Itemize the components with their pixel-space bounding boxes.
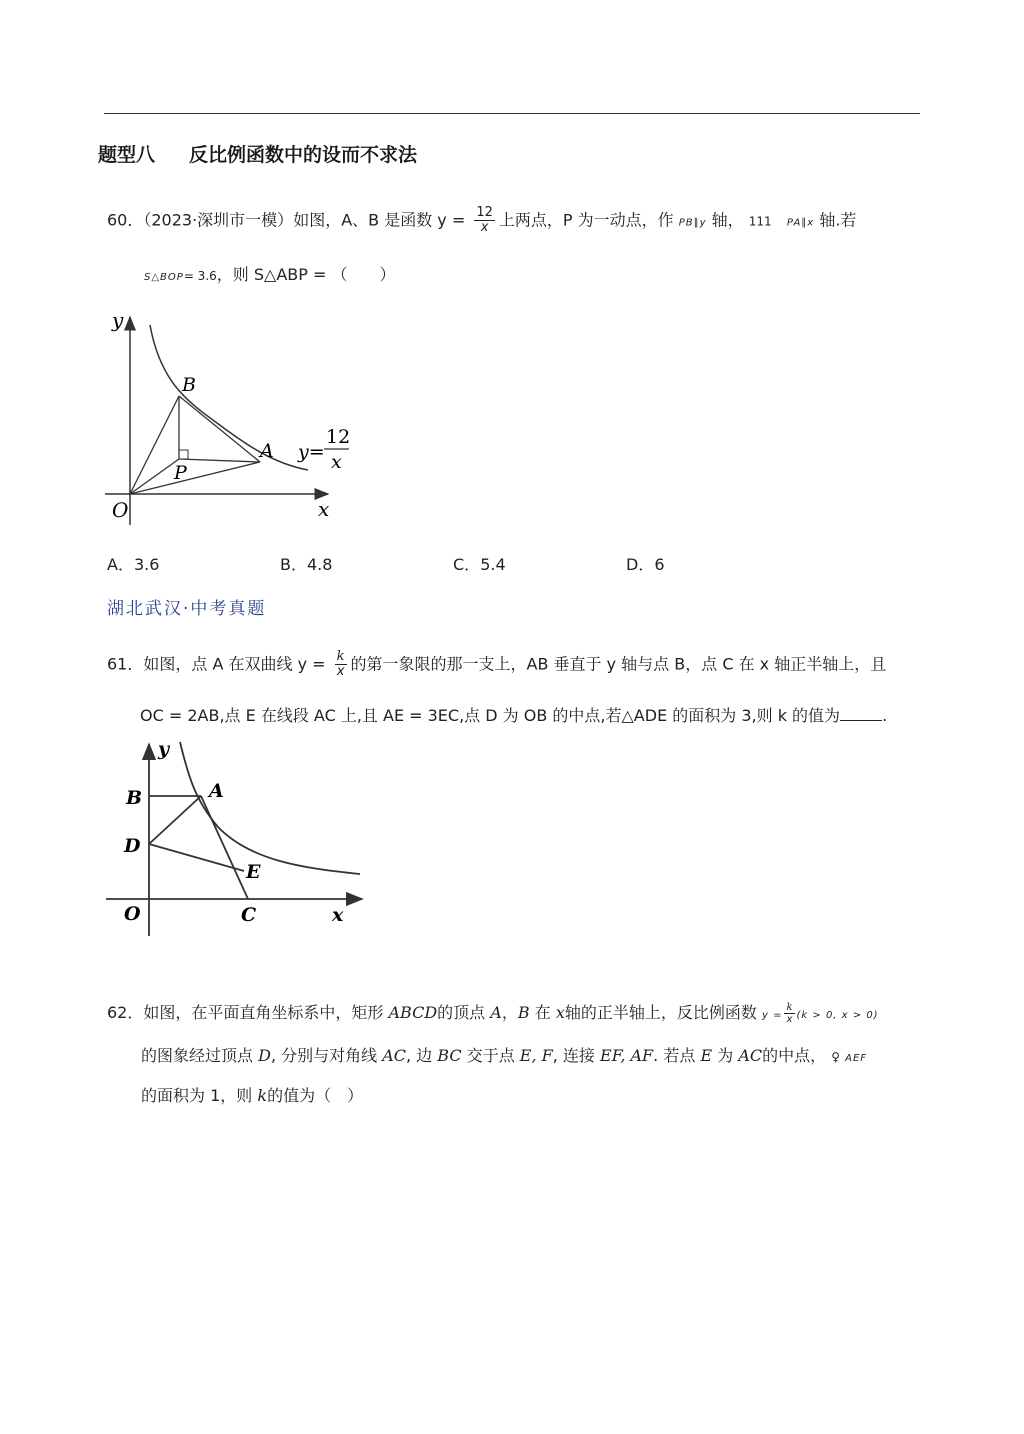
q62-text-a: 如图，在平面直角坐标系中，矩形 [143, 1003, 384, 1022]
top-divider-line [104, 113, 920, 114]
q61-line1 [107, 650, 886, 680]
q62-k: k [257, 1086, 268, 1105]
q62-func-prefix: y = [761, 1010, 783, 1021]
q60-option-d[interactable] [626, 552, 665, 575]
q62-line3 [141, 1088, 363, 1104]
q60-curve-den: x [331, 451, 342, 473]
q60-line2 [144, 267, 396, 283]
q61-label-O: O [124, 903, 141, 925]
region-heading: 湖北武汉·中考真题 [107, 599, 267, 619]
q62-line3-b: 的值为（ ） [267, 1086, 364, 1105]
q61-line2-end: . [882, 706, 888, 725]
q61-segment-DA [149, 796, 201, 844]
q62-line2-d: 交于点 [466, 1046, 515, 1065]
q60-option-c[interactable] [453, 552, 506, 575]
q60-option-c-letter: C． [453, 555, 481, 574]
q61-frac-num: k [336, 649, 345, 664]
q61-text-b: 的第一象限的那一支上，AB 垂直于 y 轴与点 B，点 C 在 x 轴正半轴上，且 [350, 654, 887, 674]
q60-text-a: 如图，A、B 是函数 y = [293, 210, 466, 230]
q60-option-a-letter: A． [107, 555, 134, 574]
q61-label-B: B [126, 787, 143, 809]
q62-b: B [517, 1003, 530, 1022]
q62-frac-den: x [786, 1014, 793, 1025]
q62-ef-points: E, F [519, 1046, 553, 1065]
q61-label-x: x [332, 904, 344, 926]
q61-line2 [140, 706, 887, 724]
q60-frac-num: 12 [476, 205, 493, 220]
q60-label-O: O [112, 498, 129, 522]
q62-comma: ， [501, 1003, 518, 1022]
q60-curve-num: 12 [326, 426, 351, 448]
q60-area-value: = 3.6 [183, 269, 217, 283]
q60-option-d-letter: D． [626, 555, 655, 574]
q60-text-b: 上两点，P 为一动点，作 [498, 210, 674, 230]
q61-label-C: C [241, 904, 257, 926]
q60-figure [100, 305, 360, 535]
q60-right-angle-mark [179, 450, 188, 459]
q61-line2-text: OC = 2AB,点 E 在线段 AC 上,且 AE = 3EC,点 D 为 OB 的中点,若△ADE 的面积为 3,则 k 的值为 [140, 706, 841, 725]
q60-paren: （ ） [331, 265, 396, 284]
q60-label-x: x [318, 497, 330, 521]
q61-label-D: D [124, 835, 141, 857]
q62-a: A [490, 1003, 502, 1022]
q60-segment-OB [130, 396, 179, 494]
q62-line2 [141, 1048, 867, 1064]
q62-d: D [258, 1046, 271, 1065]
q60-text-d: 轴.若 [819, 210, 857, 230]
q60-label-A: A [260, 440, 274, 462]
q62-text-c: 在 [534, 1003, 551, 1022]
section-title [98, 140, 417, 167]
q62-ef-segments: EF, AF [600, 1046, 654, 1065]
q60-option-b-value: 4.8 [306, 555, 333, 574]
q61-segment-AC [201, 796, 248, 899]
q60-option-b[interactable] [280, 552, 332, 575]
q60-text-c: 轴， [711, 210, 744, 230]
q60-curve-prefix: y= [298, 441, 325, 463]
q62-line2-g: 为 [717, 1046, 734, 1065]
q60-label-P: P [174, 462, 187, 484]
q60-option-c-value: 5.4 [480, 555, 506, 574]
q62-line2-c: , 边 [406, 1046, 433, 1065]
q60-segment-OP [130, 459, 179, 494]
q60-hyperbola [150, 325, 308, 470]
q60-option-a[interactable] [107, 552, 159, 575]
q60-line1 [107, 206, 856, 236]
q60-segment-BA [179, 396, 260, 462]
q62-ac2: AC [738, 1046, 763, 1065]
q60-label-B: B [182, 374, 196, 396]
q62-x: x [555, 1003, 565, 1022]
q60-area-given: S△BOP [144, 272, 184, 283]
q62-bc: BC [437, 1046, 462, 1065]
q61-label-E: E [246, 861, 261, 883]
q62-line1 [107, 1002, 879, 1025]
section-label: 题型八 [98, 144, 156, 166]
q62-frac-num: k [786, 1002, 793, 1013]
q61-frac-den: x [336, 664, 345, 680]
q62-ac: AC [382, 1046, 407, 1065]
q61-text-a: 如图，点 A 在双曲线 y = [143, 654, 326, 674]
q62-line2-b: , 分别与对角线 [270, 1046, 378, 1065]
q62-line2-h: 的中点， [762, 1046, 827, 1065]
q60-fraction [474, 206, 495, 236]
q61-label-y: y [158, 740, 170, 760]
q60-source: （2023·深圳市一模） [143, 210, 294, 230]
q61-number: 61． [107, 654, 144, 674]
q61-fraction [335, 650, 347, 680]
q60-option-d-value: 6 [654, 555, 665, 574]
q62-text-b: 的顶点 [437, 1003, 486, 1022]
q60-cond1: PB∥y [678, 217, 707, 229]
q60-option-a-value: 3.6 [133, 555, 160, 574]
q62-line2-f: . 若点 [653, 1046, 696, 1065]
q60-text-e: ，则 S△ABP = [216, 265, 327, 284]
q60-cond2: PA∥x [786, 217, 815, 229]
q62-line2-a: 的图象经过顶点 [141, 1046, 254, 1065]
q62-fraction [784, 1002, 794, 1025]
q62-triangle-symbol: ♀ [831, 1050, 841, 1064]
q60-frac-den: x [480, 220, 489, 236]
q62-line3-a: 的面积为 1，则 [141, 1086, 253, 1105]
section-topic: 反比例函数中的设而不求法 [189, 144, 418, 166]
q60-segment-PA [179, 459, 260, 462]
q60-mark: 111 [748, 214, 772, 229]
q62-abcd: ABCD [388, 1003, 438, 1022]
q61-label-A: A [209, 780, 224, 802]
q62-text-d: 轴的正半轴上，反比例函数 [564, 1003, 757, 1022]
q62-func-cond: (k > 0, x > 0) [796, 1010, 879, 1021]
q61-answer-blank[interactable] [840, 706, 882, 721]
q60-segment-OA [130, 462, 260, 494]
q60-option-b-letter: B． [280, 555, 307, 574]
q62-number: 62． [107, 1003, 144, 1022]
q61-figure [100, 740, 370, 940]
q62-line2-e: , 连接 [552, 1046, 595, 1065]
q62-e: E [700, 1046, 713, 1065]
q62-triangle-label: AEF [845, 1053, 868, 1064]
q60-label-y: y [112, 308, 124, 332]
q60-number: 60． [107, 210, 144, 230]
